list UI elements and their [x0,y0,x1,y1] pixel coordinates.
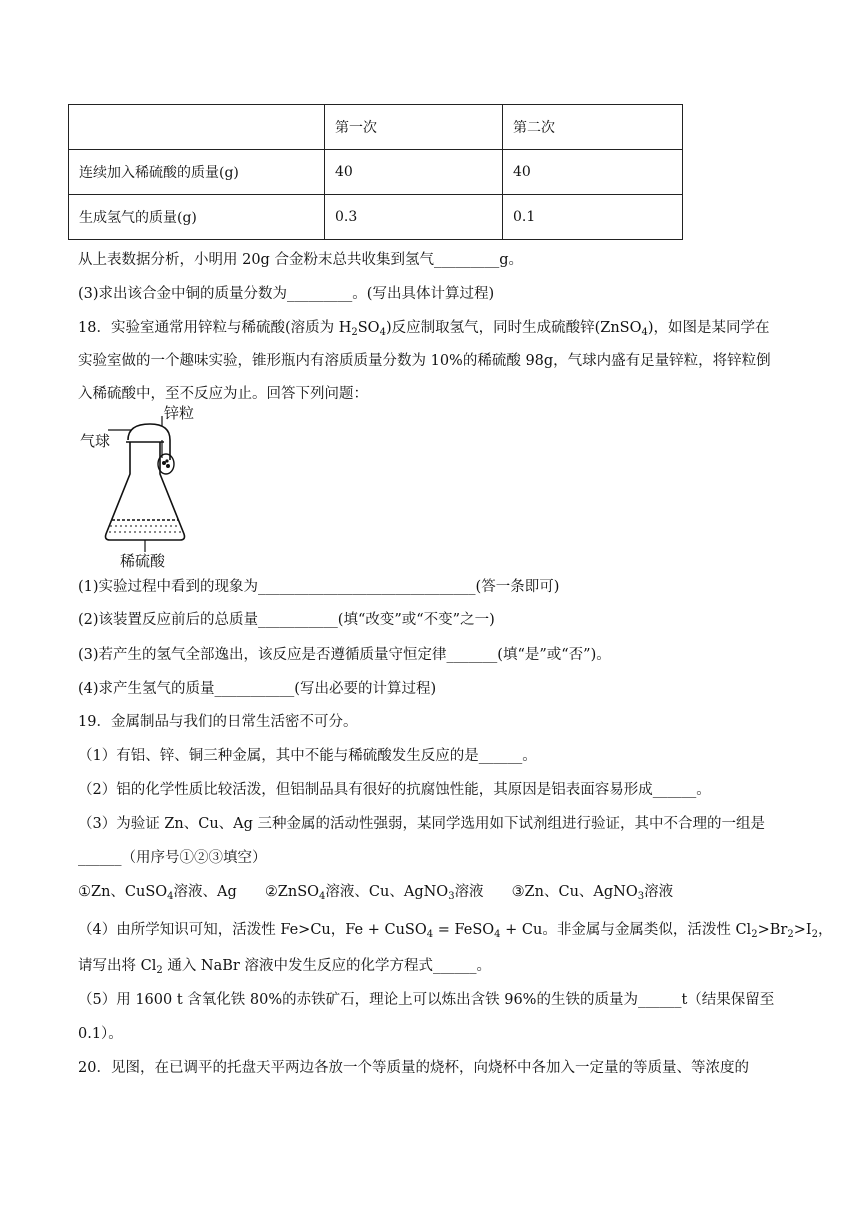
q17-line-a: 从上表数据分析，小明用 20g 合金粉末总共收集到氢气_________g。 [78,252,523,268]
table-cell: 生成氢气的质量(g) [69,195,325,240]
table-cell: 40 [503,150,683,195]
option-1: ①Zn、CuSO [78,884,168,900]
subscript: 2 [787,929,794,940]
option-2-end: 溶液 [454,884,484,900]
subscript: 4 [167,891,174,902]
subscript: 2 [811,929,818,940]
subscript: 4 [494,929,501,940]
text-segment: >Br [757,922,788,938]
table-header-row [69,105,683,150]
subscript: 4 [426,929,434,940]
text-segment: （4）由所学知识可知，活泼性 Fe>Cu， [78,922,346,938]
q18-part-4: (4)求产生氢气的质量___________(写出必要的计算过程) [78,681,437,697]
q19-options [78,882,673,902]
subscript: 4 [379,327,386,338]
table-cell: 第一次 [325,105,503,150]
q19-part-5b: 0.1）。 [78,1026,123,1042]
option-2: ②ZnSO [264,884,320,900]
data-table [68,104,683,240]
q18-intro-1 [78,318,770,338]
text-segment: 通入 NaBr 溶液中发生反应的化学方程式______。 [162,958,491,974]
table-cell: 第二次 [503,105,683,150]
q18-intro-3: 入稀硫酸中，至不反应为止。回答下列问题： [78,386,368,402]
q18-part-2: (2)该装置反应前后的总质量___________(填“改变”或“不变”之一) [78,612,495,628]
table-cell: 0.1 [503,195,683,240]
q19-part-3b: ______（用序号①②③填空） [78,850,267,866]
option-3-rest: 溶液 [644,884,674,900]
subscript: 4 [319,891,326,902]
q20-intro: 20．见图，在已调平的托盘天平两边各放一个等质量的烧杯，向烧杯中各加入一定量的等质量、等浓度的 [78,1060,749,1076]
subscript: 4 [641,327,648,338]
q18-part-3: (3)若产生的氢气全部逸出，该反应是否遵循质量守恒定律_______(填“是”或“否”)。 [78,647,611,663]
text-segment: )，如图是某同学在 [647,320,770,336]
q19-part-4a [78,920,832,940]
balloon-label: 气球 [80,432,111,450]
option-2-rest: 溶液、Cu、AgNO [325,884,449,900]
table-cell [69,105,325,150]
q19-part-4b [78,956,491,976]
q18-intro-2: 实验室做的一个趣味实验，锥形瓶内有溶质质量分数为 10%的稀硫酸 98g，气球内盛有足量锌粒，将锌粒倒 [78,353,771,369]
text-segment: )反应制取氢气，同时生成硫酸锌(ZnSO [385,320,642,336]
text-segment: 请写出将 Cl [78,958,157,974]
q18-part-1: (1)实验过程中看到的现象为______________________________(答一条即可) [78,579,560,595]
q19-part-5a: （5）用 1600 t 含氧化铁 80%的赤铁矿石，理论上可以炼出含铁 96%的生铁的质量为______t（结果保留至 [78,992,775,1008]
text-segment: >I [793,922,812,938]
equation: = FeSO [433,922,495,938]
q19-intro: 19．金属制品与我们的日常生活密不可分。 [78,714,358,730]
subscript: 3 [448,891,455,902]
acid-label: 稀硫酸 [120,552,166,570]
subscript: 2 [156,965,163,976]
flask-balloon-figure [78,404,218,576]
equation: Fe + CuSO [345,922,427,938]
text-segment: 18．实验室通常用锌粒与稀硫酸(溶质为 H [78,320,352,336]
zinc-label: 锌粒 [164,404,195,422]
subscript: 2 [751,929,758,940]
text-segment: 。非金属与金属类似，活泼性 Cl [542,922,752,938]
option-3: ③Zn、Cu、AgNO [511,884,638,900]
q17-line-b: (3)求出该合金中铜的质量分数为_________。(写出具体计算过程) [78,286,495,302]
q19-part-1: （1）有铝、锌、铜三种金属，其中不能与稀硫酸发生反应的是______。 [78,748,537,764]
option-1-rest: 溶液、Ag [173,884,237,900]
table-cell: 0.3 [325,195,503,240]
subscript: 2 [351,327,358,338]
table-row [69,195,683,240]
table-cell: 40 [325,150,503,195]
table-cell: 连续加入稀硫酸的质量(g) [69,150,325,195]
text-segment: SO [357,320,380,336]
subscript: 3 [637,891,645,902]
q19-part-2: （2）铝的化学性质比较活泼，但铝制品具有很好的抗腐蚀性能，其原因是铝表面容易形成______。 [78,782,711,798]
text-segment: ， [817,922,833,938]
q19-part-3a: （3）为验证 Zn、Cu、Ag 三种金属的活动性强弱，某同学选用如下试剂组进行验证，其中不合理的一组是 [78,816,766,832]
equation: + Cu [500,922,543,938]
table-row [69,150,683,195]
